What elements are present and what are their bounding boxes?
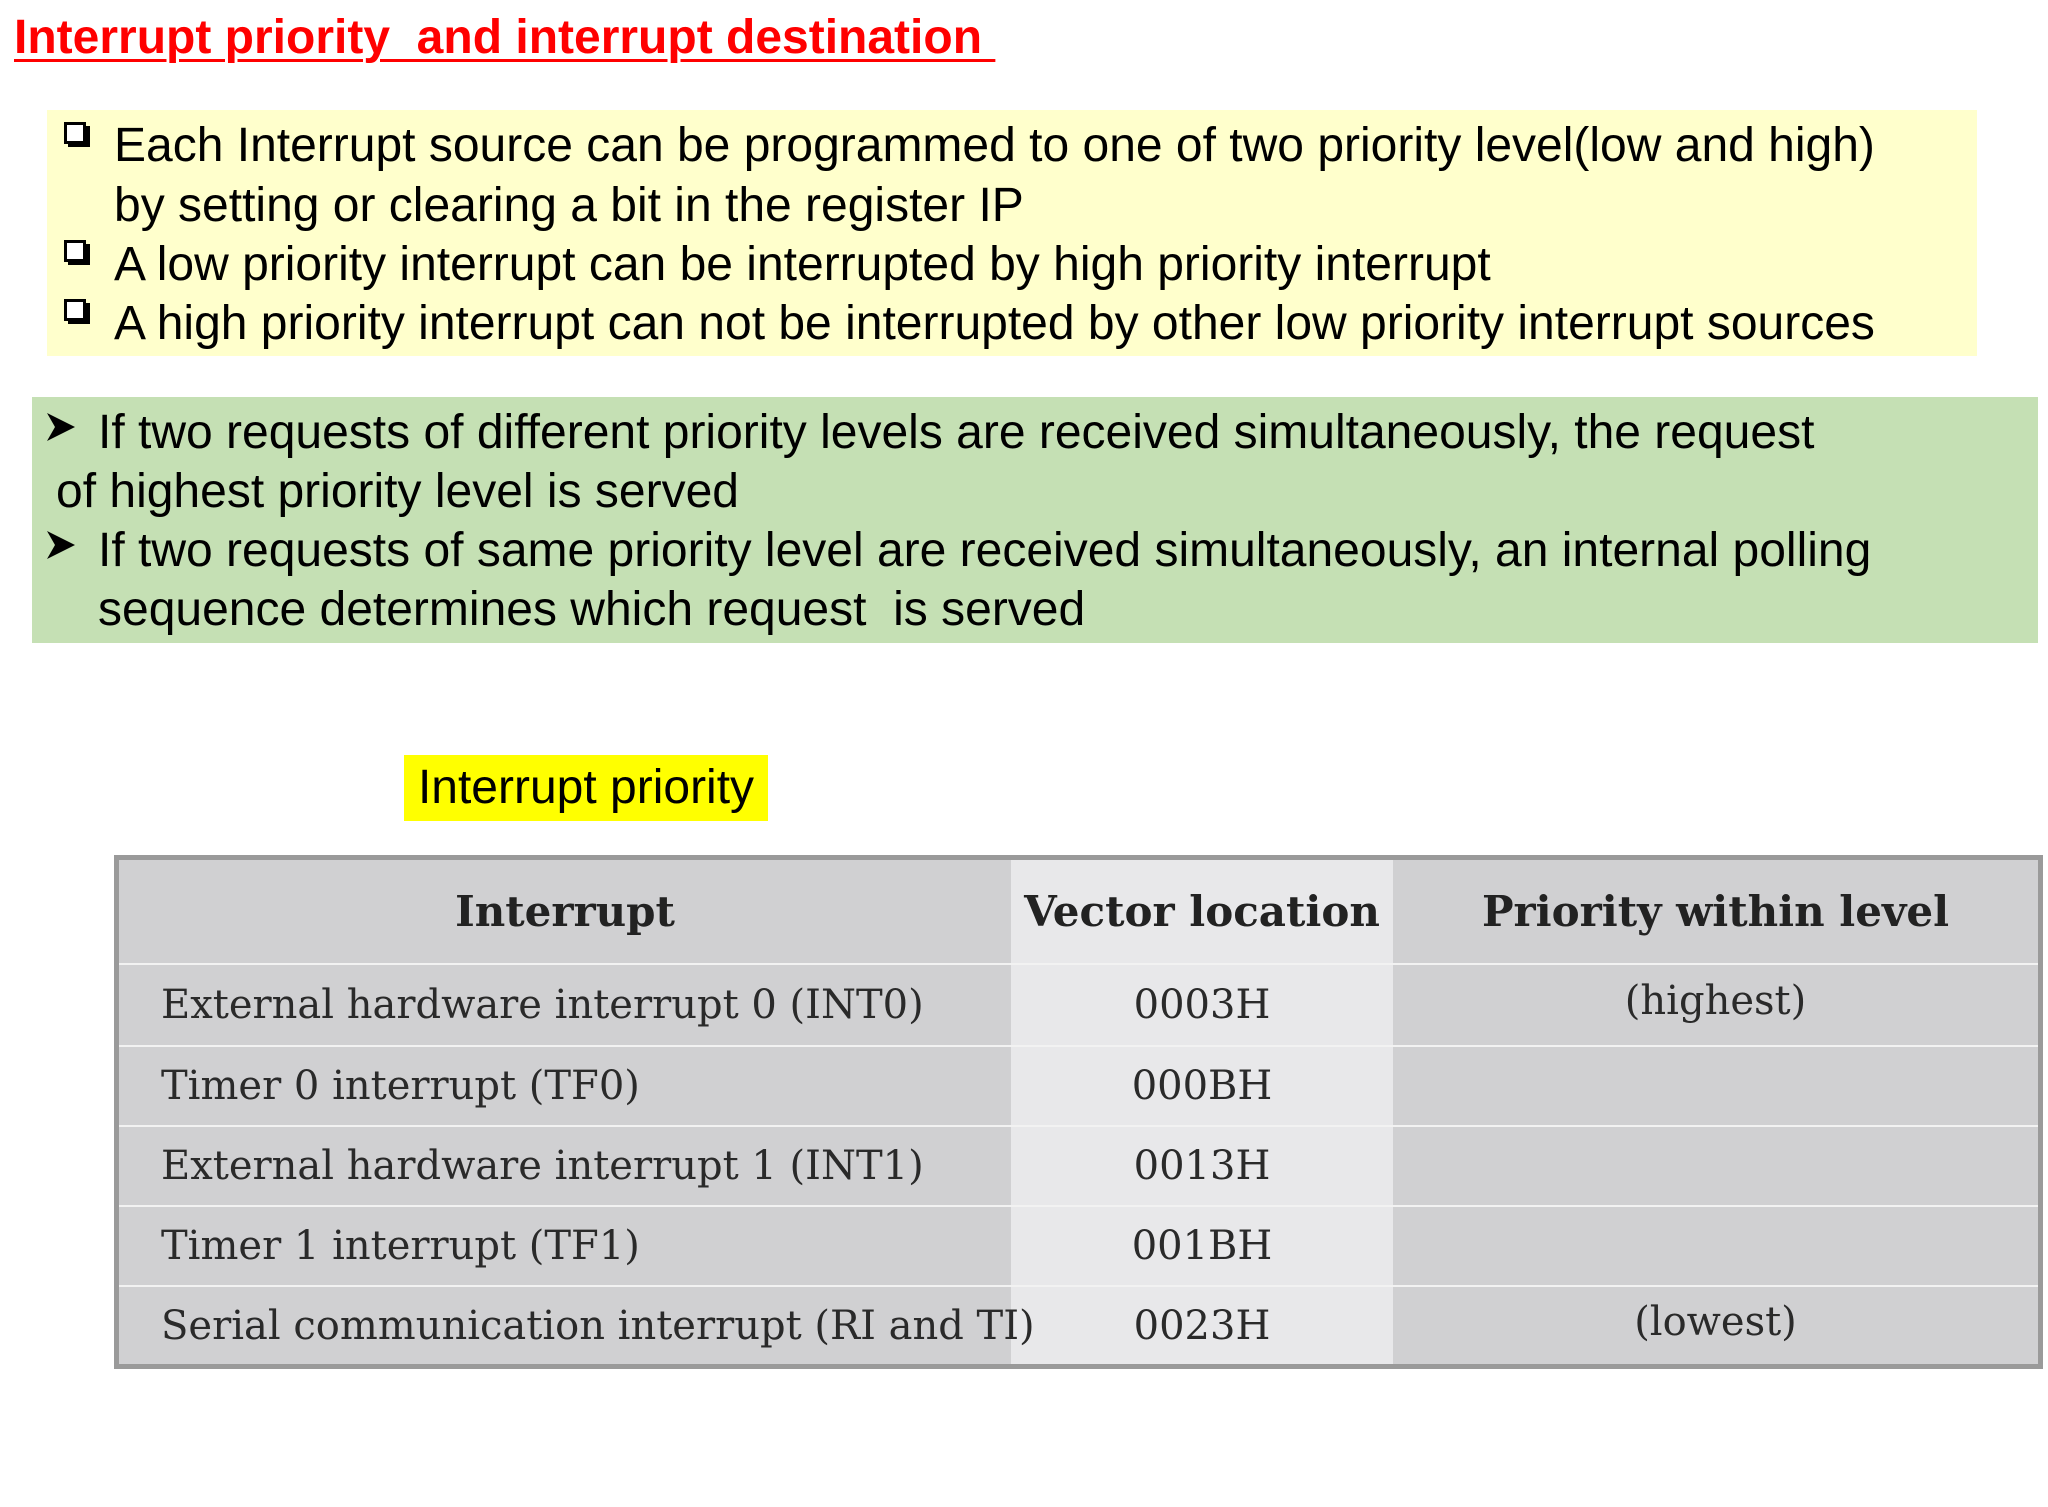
- green-line-2: of highest priority level is served: [56, 465, 739, 518]
- green-line-1: If two requests of different priority levels are received simultaneously, the request: [98, 406, 1815, 459]
- interrupt-priority-label: Interrupt priority: [404, 755, 768, 821]
- slide-title: Interrupt priority and interrupt destination: [14, 11, 996, 64]
- yellow-line-3: A low priority interrupt can be interrupted by high priority interrupt: [114, 238, 1491, 291]
- table-row: [119, 1287, 2038, 1364]
- interrupt-name: Serial communication interrupt (RI and TI): [161, 1302, 1035, 1349]
- vector-location: 001BH: [1131, 1223, 1273, 1269]
- priority-level: [1393, 1047, 2038, 1125]
- table-row: [119, 965, 2038, 1045]
- priority-level: [1393, 1207, 2038, 1285]
- interrupt-name: External hardware interrupt 1 (INT1): [161, 1143, 924, 1189]
- interrupt-name: External hardware interrupt 0 (INT0): [161, 982, 924, 1028]
- yellow-line-2: by setting or clearing a bit in the register IP: [114, 179, 1024, 232]
- square-bullet-icon: [64, 122, 90, 148]
- vector-location: 0013H: [1133, 1143, 1271, 1189]
- priority-level: [1393, 1127, 2038, 1205]
- vector-location: 000BH: [1131, 1063, 1273, 1109]
- table-header-row: [119, 860, 2038, 963]
- square-bullet-icon: [64, 240, 90, 266]
- vector-location: 0003H: [1133, 982, 1271, 1028]
- table-row: [119, 1127, 2038, 1205]
- header-vector-location: Vector location: [1024, 887, 1380, 936]
- priority-level: (lowest): [1634, 1298, 1797, 1345]
- table-row: [119, 1047, 2038, 1125]
- yellow-line-1: Each Interrupt source can be programmed to one of two priority level(low and high): [114, 119, 1875, 172]
- green-line-3: If two requests of same priority level are received simultaneously, an internal polling: [98, 524, 1872, 577]
- square-bullet-icon: [64, 299, 90, 325]
- vector-location: 0023H: [1133, 1302, 1271, 1349]
- table-row: [119, 1207, 2038, 1285]
- green-line-4: sequence determines which request is served: [98, 583, 1086, 636]
- interrupt-name: Timer 0 interrupt (TF0): [161, 1063, 640, 1109]
- arrow-bullet-icon: [44, 528, 78, 562]
- header-priority-within-level: Priority within level: [1481, 887, 1950, 936]
- interrupt-name: Timer 1 interrupt (TF1): [161, 1223, 640, 1269]
- yellow-line-4: A high priority interrupt can not be interrupted by other low priority interrupt sources: [114, 297, 1875, 350]
- interrupt-priority-table: [114, 855, 2043, 1369]
- arrow-bullet-icon: [44, 410, 78, 444]
- header-interrupt: Interrupt: [455, 887, 675, 936]
- priority-level: (highest): [1624, 978, 1807, 1024]
